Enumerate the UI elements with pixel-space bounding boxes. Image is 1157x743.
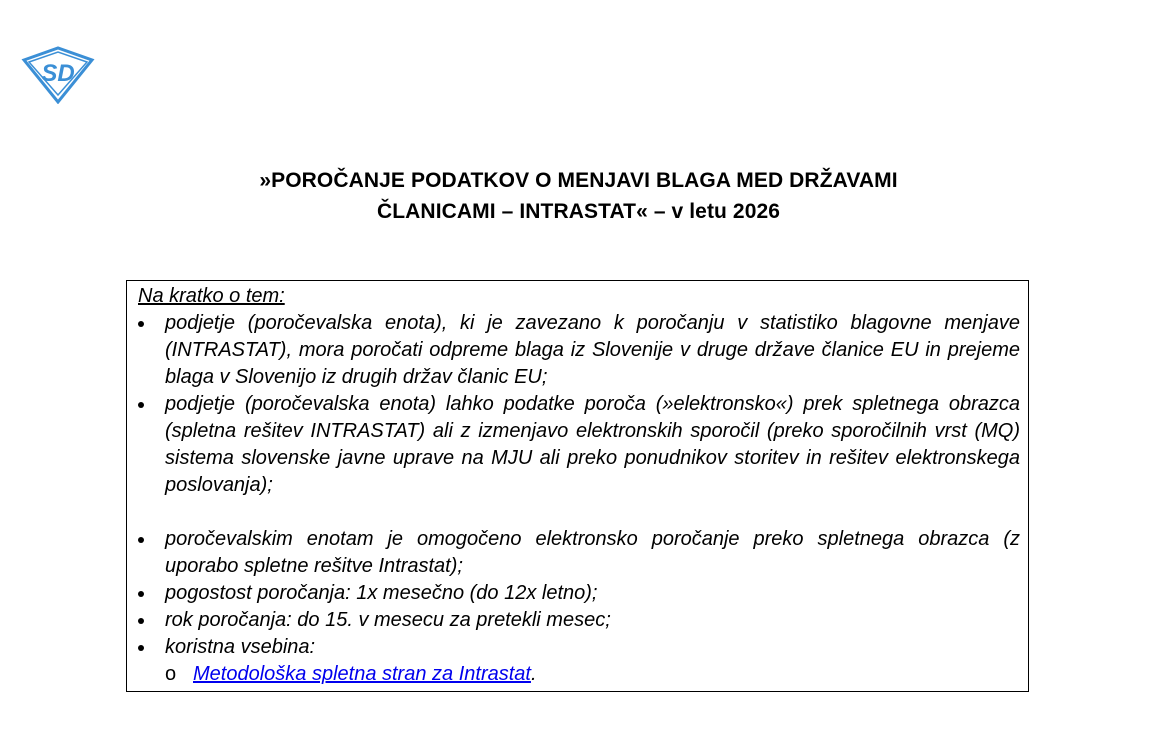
bullet-text: pogostost poročanja: 1x mesečno (do 12x letno); bbox=[165, 582, 598, 604]
summary-bullet-list bbox=[138, 310, 1020, 688]
bullet-text: podjetje (poročevalska enota) lahko podatke poroča (»elektronsko«) prek spletnega obrazca (spletna rešitev INTRASTAT) ali z izmenjavo elektronskih sporočil (preko sporočilnih vrst (MQ) sistema slovenske javne uprave na MJU ali preko ponudnikov storitev in rešitev elektronskega poslovanja); bbox=[165, 393, 1020, 496]
summary-bullet-reporting-obligation bbox=[138, 310, 1020, 391]
title-line-2: ČLANICAMI – INTRASTAT« – v letu 2026 bbox=[376, 200, 781, 223]
bullet-text: podjetje (poročevalska enota), ki je zavezano k poročanju v statistiko blagovne menjave (INTRASTAT), mora poročati odpreme blaga iz Slovenije v druge države članice EU in prejeme blaga v Slovenijo iz drugih držav članic EU; bbox=[165, 312, 1020, 388]
bullet-text: koristna vsebina: bbox=[165, 636, 316, 658]
summary-bullet-web-form bbox=[138, 526, 1020, 580]
title-line-1: »POROČANJE PODATKOV O MENJAVI BLAGA MED DRŽAVAMI bbox=[259, 169, 898, 192]
summary-box bbox=[126, 280, 1029, 692]
bullet-text: rok poročanja: do 15. v mesecu za pretekli mesec; bbox=[165, 609, 611, 631]
bullet-dot-icon bbox=[138, 321, 144, 327]
sd-shield-logo-icon bbox=[20, 46, 96, 104]
bullet-text: poročevalskim enotam je omogočeno elektronsko poročanje preko spletnega obrazca (z uporabo spletne rešitve Intrastat); bbox=[165, 528, 1020, 577]
bullet-dot-icon bbox=[138, 591, 144, 597]
bullet-dot-icon bbox=[138, 402, 144, 408]
intrastat-methodology-link[interactable]: Metodološka spletna stran za Intrastat bbox=[193, 663, 531, 685]
sub-bullet-marker: o bbox=[165, 663, 177, 685]
link-suffix: . bbox=[530, 663, 537, 685]
summary-bullet-deadline bbox=[138, 607, 1020, 634]
summary-bullet-useful-content bbox=[138, 634, 1020, 661]
svg-text:SD: SD bbox=[41, 60, 75, 87]
bullet-dot-icon bbox=[138, 645, 144, 651]
summary-bullet-reporting-channels bbox=[138, 391, 1020, 499]
page-title bbox=[0, 165, 1157, 227]
bullet-dot-icon bbox=[138, 618, 144, 624]
useful-content-sub-item bbox=[138, 661, 1020, 688]
summary-bullet-frequency bbox=[138, 580, 1020, 607]
summary-heading: Na kratko o tem: bbox=[138, 285, 285, 307]
bullet-dot-icon bbox=[138, 537, 144, 543]
